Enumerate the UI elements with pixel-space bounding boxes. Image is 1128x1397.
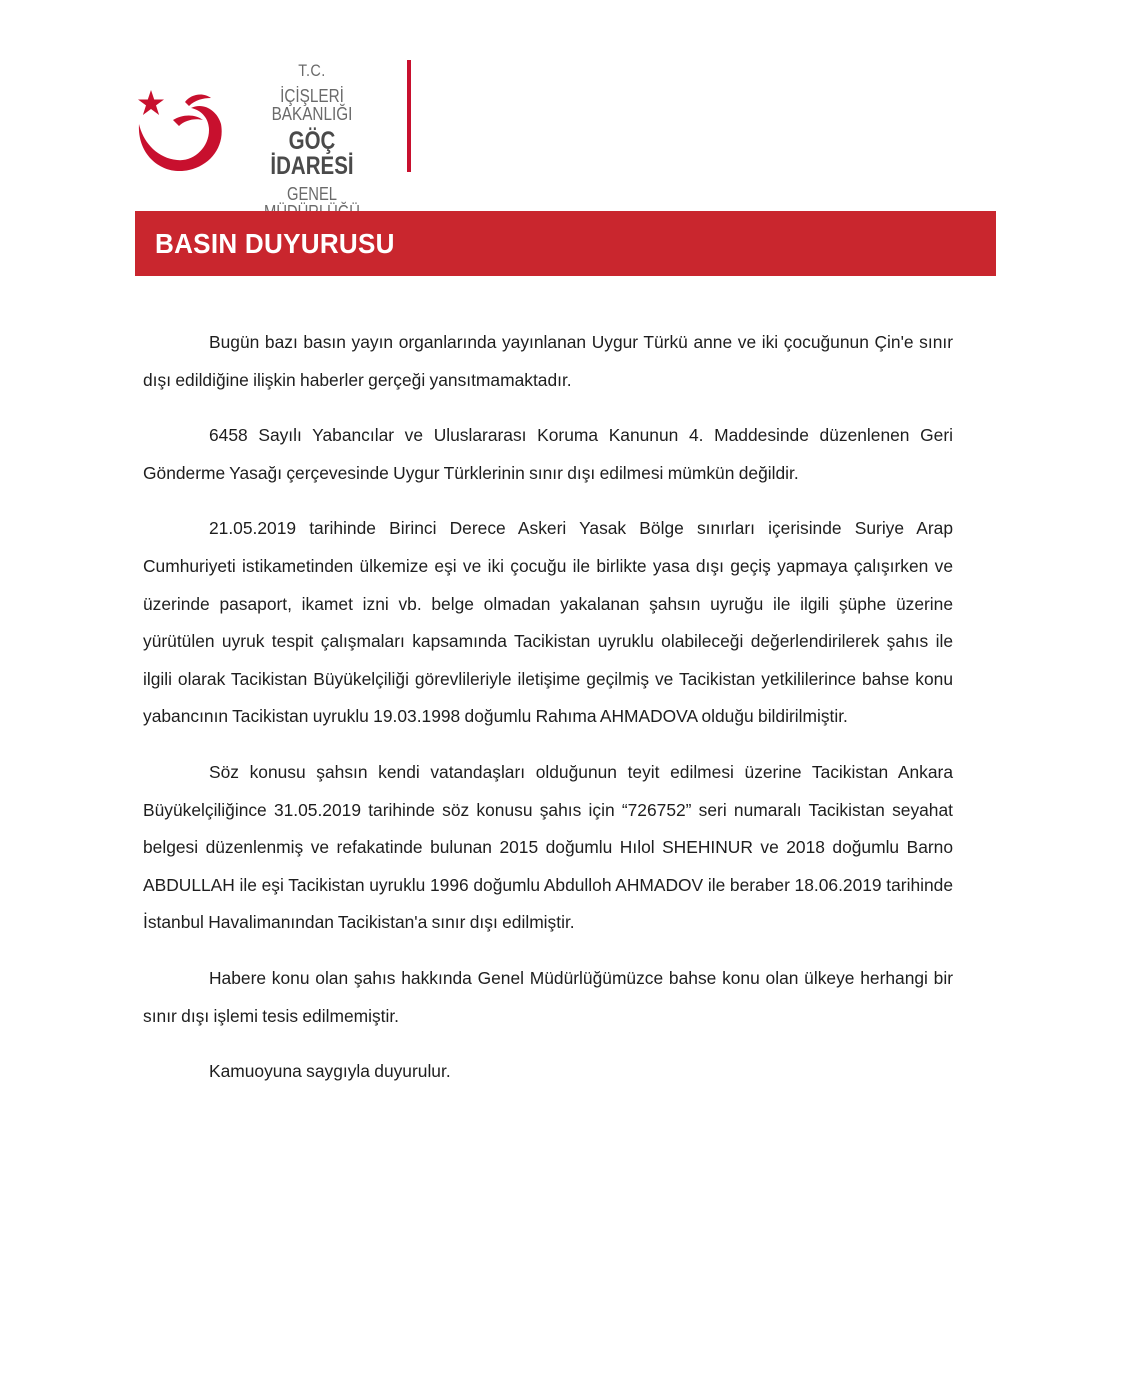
agency-logo — [133, 58, 423, 204]
paragraph: Habere konu olan şahıs hakkında Genel Müdürlüğümüzce bahse konu olan ülkeye herhangi bir sınır dışı işlemi tesis edilmemiştir. — [143, 967, 953, 1026]
page-title: BASIN DUYURUSU — [155, 227, 395, 259]
logo-text — [237, 58, 387, 221]
logo-divider — [407, 60, 411, 172]
logo-tc: T.C. — [298, 61, 326, 80]
title-banner — [135, 211, 996, 276]
crescent-star-bird-icon — [133, 80, 233, 176]
logo-department: GENEL — [286, 184, 338, 204]
paragraph: 6458 Sayılı Yabancılar ve Uluslararası Koruma Kanunun 4. Maddesinde düzenlenen Geri Gönderme Yasağı çerçevesinde Uygur Türklerinin sınır dışı edilmesi mümkün değildir. — [143, 425, 953, 483]
logo-agency: GÖÇ İDARESİ — [270, 127, 354, 180]
paragraph: 21.05.2019 tarihinde Birinci Derece Askeri Yasak Bölge sınırları içerisinde Suriye Arap Cumhuriyeti istikametinden ülkemize eşi ve iki çocuğu ile birlikte yasa dışı geçiş yapmaya çalışırken ve üzerinde pasaport, ikamet izni vb. belge olmadan yakalanan şahsın uyruğu ile ilgili şüphe üzerine yürütülen uyruk tespit çalışmaları kapsamında Tacikistan uyruklu olabileceği değerlendirilerek şahıs ile ilgili olarak Tacikistan Büyükelçiliği görevlileriyle iletişime geçilmiş ve Tacikistan yetkililerince bahse konu yabancının Tacikistan uyruklu 19.03.1998 doğumlu Rahıma AHMADOVA olduğu bildirilmiştir. — [143, 518, 953, 727]
paragraph: Bugün bazı basın yayın organlarında yayınlanan Uygur Türkü anne ve iki çocuğunun Çin'e sınır dışı edildiğine ilişkin haberler gerçeği yansıtmamaktadır. — [143, 332, 953, 390]
paragraph: Söz konusu şahsın kendi vatandaşları olduğunun teyit edilmesi üzerine Tacikistan Ankara Büyükelçiliğince 31.05.2019 tarihinde söz konusu şahıs için “726752” seri numaralı Tacikistan seyahat belgesi düzenlenmiş ve refakatinde bulunan 2015 doğumlu Hılol SHEHINUR ve 2018 doğumlu Barno ABDULLAH ile eşi Tacikistan uyruklu 1996 doğumlu Abdulloh AHMADOV ile beraber 18.06.2019 tarihinde İstanbul Havalimanından Tacikistan'a sınır dışı edilmiştir. — [143, 761, 953, 933]
closing-line: Kamuoyuna saygıyla duyurulur. — [209, 1061, 451, 1082]
logo-ministry: İÇİŞLERİ BAKANLIĞI — [271, 86, 353, 124]
announcement-body — [143, 324, 953, 1109]
